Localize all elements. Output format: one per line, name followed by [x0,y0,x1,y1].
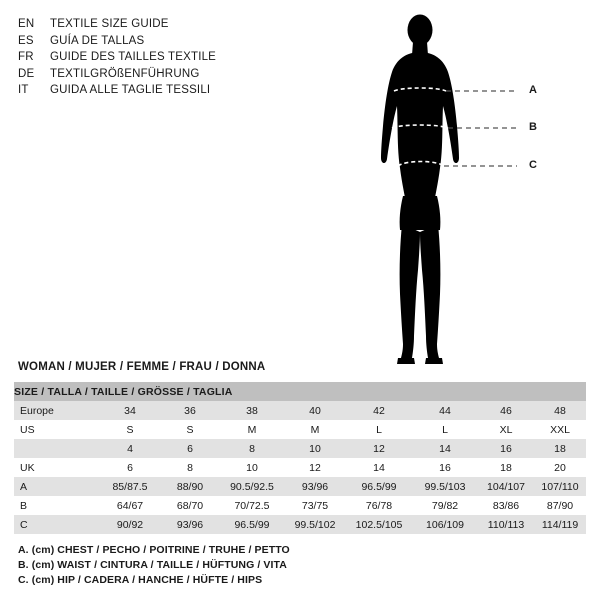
cell: 48 [534,401,586,420]
legend-row-a: A. (cm) CHEST / PECHO / POITRINE / TRUHE / PETTO [18,544,290,556]
cell: 99.5/102 [284,515,346,534]
cell: 106/109 [412,515,478,534]
cell: XL [478,420,534,439]
cell: 18 [534,439,586,458]
row-label: B [14,496,100,515]
cell: 85/87.5 [100,477,160,496]
table-row [14,420,586,439]
cell: S [100,420,160,439]
cell: 12 [346,439,412,458]
cell: 6 [160,439,220,458]
table-row [14,515,586,534]
row-label: US [14,420,100,439]
table-header-row [14,382,586,401]
woman-silhouette-icon [340,8,590,368]
cell: 6 [100,458,160,477]
cell: 93/96 [284,477,346,496]
cell: 12 [284,458,346,477]
cell: 20 [534,458,586,477]
cell: 114/119 [534,515,586,534]
measurement-legend [18,543,578,588]
table-row [14,477,586,496]
cell: 10 [220,458,284,477]
language-title: TEXTILGRÖßENFÜHRUNG [50,67,200,80]
language-code: DE [18,67,35,80]
language-row [18,82,318,99]
gender-heading: WOMAN / MUJER / FEMME / FRAU / DONNA [18,361,266,373]
cell: 96.5/99 [220,515,284,534]
cell: 46 [478,401,534,420]
cell: 107/110 [534,477,586,496]
row-label [14,439,100,458]
cell: 4 [100,439,160,458]
cell: M [284,420,346,439]
row-label: C [14,515,100,534]
cell: 8 [220,439,284,458]
cell: 104/107 [478,477,534,496]
cell: 16 [478,439,534,458]
cell: L [412,420,478,439]
legend-row-c: C. (cm) HIP / CADERA / HANCHE / HÜFTE / HIPS [18,574,263,586]
cell: 36 [160,401,220,420]
figure-measurement-diagram [340,8,590,368]
cell: 79/82 [412,496,478,515]
cell: 14 [412,439,478,458]
cell: 110/113 [478,515,534,534]
cell: 87/90 [534,496,586,515]
cell: 44 [412,401,478,420]
cell: 68/70 [160,496,220,515]
table-header-label: SIZE / TALLA / TAILLE / GRÖSSE / TAGLIA [14,382,586,401]
cell: 83/86 [478,496,534,515]
cell: 40 [284,401,346,420]
cell: 34 [100,401,160,420]
language-row [18,66,318,83]
cell: 42 [346,401,412,420]
language-code: FR [18,51,34,63]
language-code: EN [18,18,35,30]
row-label: A [14,477,100,496]
cell: 8 [160,458,220,477]
language-title: GUIDA ALLE TAGLIE TESSILI [50,84,211,96]
cell: 102.5/105 [346,515,412,534]
cell: 76/78 [346,496,412,515]
marker-label-c: C [529,159,537,171]
cell: 64/67 [100,496,160,515]
row-label: UK [14,458,100,477]
cell: M [220,420,284,439]
cell: 18 [478,458,534,477]
language-row [18,49,318,66]
language-row [18,33,318,50]
cell: S [160,420,220,439]
cell: XXL [534,420,586,439]
language-title: TEXTILE SIZE GUIDE [50,18,169,30]
cell: 16 [412,458,478,477]
language-title: GUÍA DE TALLAS [50,34,145,47]
cell: 38 [220,401,284,420]
language-title: GUIDE DES TAILLES TEXTILE [50,51,217,63]
table-row [14,439,586,458]
cell: 73/75 [284,496,346,515]
table-row [14,458,586,477]
language-code: ES [18,34,34,47]
cell: 96.5/99 [346,477,412,496]
cell: L [346,420,412,439]
table-row [14,496,586,515]
size-table-wrap [14,382,586,534]
cell: 88/90 [160,477,220,496]
cell: 70/72.5 [220,496,284,515]
language-row [18,16,318,33]
language-title-block [18,16,318,99]
cell: 90/92 [100,515,160,534]
marker-label-b: B [529,121,537,133]
size-table [14,382,586,534]
row-label: Europe [14,401,100,420]
marker-label-a: A [529,84,537,96]
cell: 10 [284,439,346,458]
legend-row-b: B. (cm) WAIST / CINTURA / TAILLE / HÜFTUNG / VITA [18,559,287,571]
cell: 14 [346,458,412,477]
cell: 93/96 [160,515,220,534]
cell: 90.5/92.5 [220,477,284,496]
language-code: IT [18,84,29,96]
cell: 99.5/103 [412,477,478,496]
table-row [14,401,586,420]
